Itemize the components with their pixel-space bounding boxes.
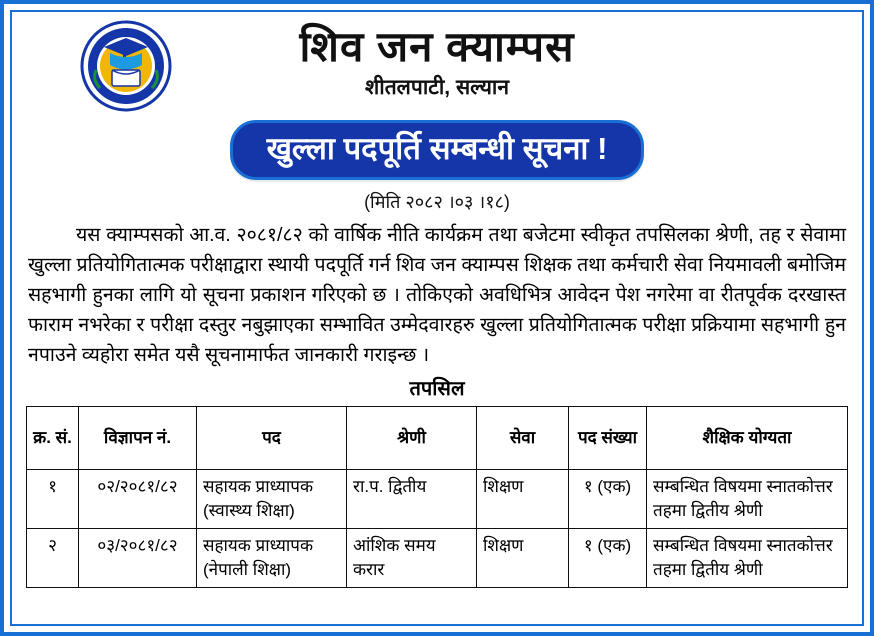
cell-count: १ (एक): [569, 529, 647, 588]
notice-date: (मिति २०८२ ।०३ ।१८): [364, 192, 510, 212]
cell-qualification: सम्बन्धित विषयमा स्नातकोत्तर तहमा द्वितीय श्रेणी: [647, 529, 848, 588]
th-count: पद संख्या: [569, 407, 647, 470]
notice-banner: [230, 120, 645, 180]
notice-title: खुल्ला पदपूर्ति सम्बन्धी सूचना !: [266, 131, 608, 166]
cell-sn: २: [27, 529, 79, 588]
campus-name: शिव जन क्याम्पस: [299, 23, 575, 70]
table-row: [27, 470, 848, 529]
vacancy-table: [26, 406, 848, 588]
table-header-row: [27, 407, 848, 470]
notice-inner-frame: [10, 10, 864, 626]
cell-grade: आंशिक समय करार: [347, 529, 477, 588]
th-service: सेवा: [477, 407, 569, 470]
th-grade: श्रेणी: [347, 407, 477, 470]
cell-ad-no: ०३/२०८१/८२: [79, 529, 197, 588]
cell-count: १ (एक): [569, 470, 647, 529]
table-row: [27, 529, 848, 588]
cell-service: शिक्षण: [477, 470, 569, 529]
cell-post: सहायक प्राध्यापक (नेपाली शिक्षा): [197, 529, 347, 588]
cell-ad-no: ०२/२०८१/८२: [79, 470, 197, 529]
cell-service: शिक्षण: [477, 529, 569, 588]
th-sn: क्र. सं.: [27, 407, 79, 470]
notice-paragraph: यस क्याम्पसको आ.व. २०८१/८२ को वार्षिक नीति कार्यक्रम तथा बजेटमा स्वीकृत तपसिलका श्रेणी, तह र सेवामा खुल्ला प्रतियोगितात्मक परीक्षाद्वारा स्थायी पदपूर्ति गर्न शिव जन क्याम्पस शिक्षक तथा कर्मचारी सेवा नियमावली बमोजिम सहभागी हुनका लागि यो सूचना प्रकाशन गरिएको छ । तोकिएको अवधिभित्र आवेदन पेश नगरेमा वा रीतपूर्वक दरखास्त फाराम नभरेका र परीक्षा दस्तुर नबुझाएका सम्भावित उम्मेदवारहरु खुल्ला प्रतियोगितात्मक परीक्षा प्रक्रियामा सहभागी हुन नपाउने व्यहोरा समेत यसै सूचनामार्फत जानकारी गराइन्छ ।: [28, 224, 846, 366]
notice-banner-wrap: [26, 120, 848, 180]
cell-qualification: सम्बन्धित विषयमा स्नातकोत्तर तहमा द्वितीय श्रेणी: [647, 470, 848, 529]
th-post: पद: [197, 407, 347, 470]
th-ad-no: विज्ञापन नं.: [79, 407, 197, 470]
campus-address: शीतलपाटी, सल्यान: [364, 76, 510, 99]
th-qualification: शैक्षिक योग्यता: [647, 407, 848, 470]
cell-post: सहायक प्राध्यापक (स्वास्थ्य शिक्षा): [197, 470, 347, 529]
tapasil-heading: तपसिल: [409, 378, 465, 400]
letterhead: [26, 18, 848, 114]
campus-logo-icon: [80, 20, 172, 112]
cell-sn: १: [27, 470, 79, 529]
cell-grade: रा.प. द्वितीय: [347, 470, 477, 529]
